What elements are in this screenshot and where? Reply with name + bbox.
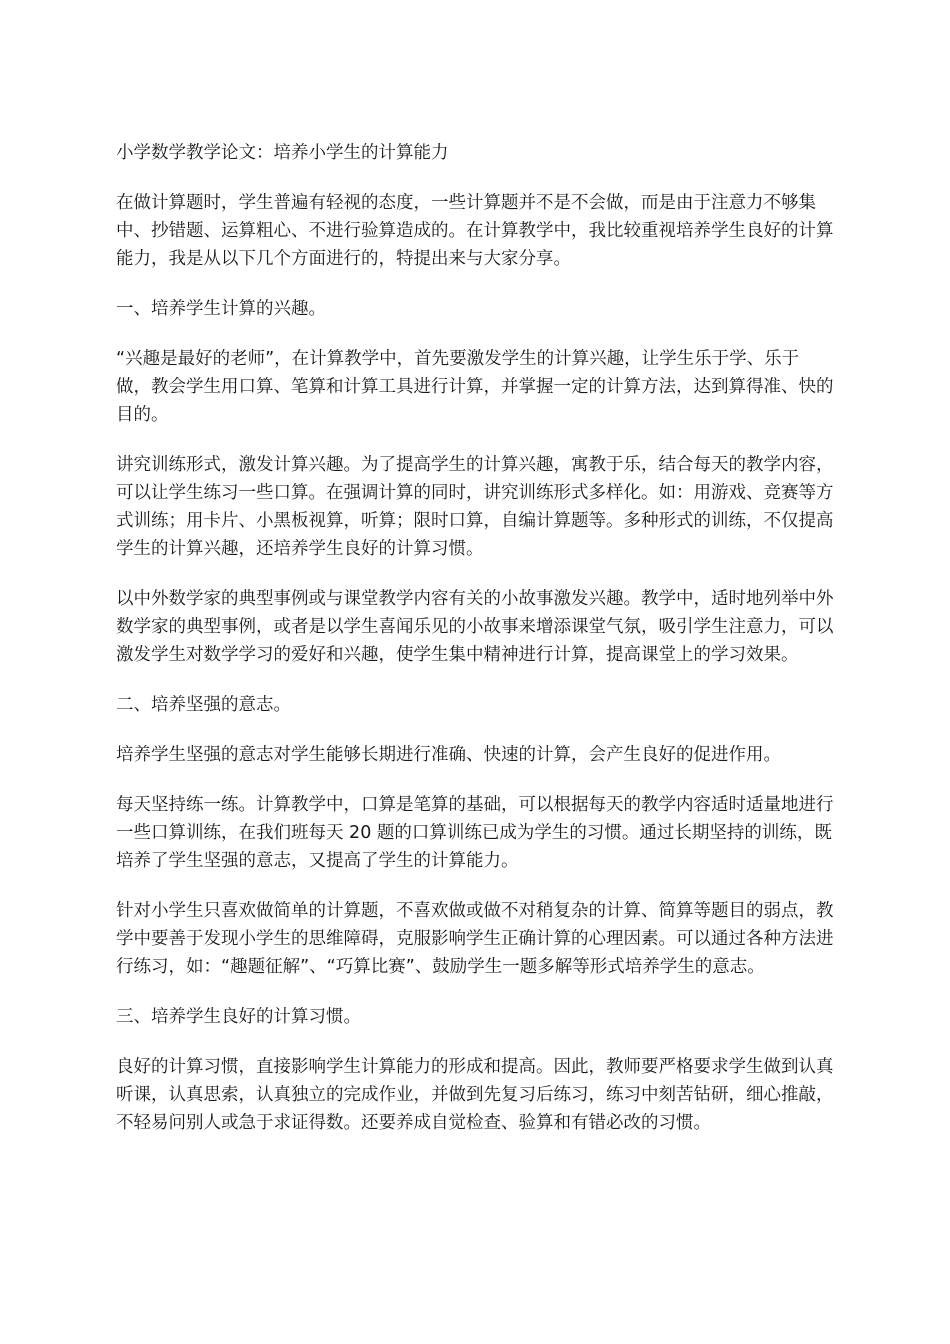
section-heading-1: 一、培养学生计算的兴趣。: [116, 299, 326, 319]
paragraph: “兴趣是最好的老师”，在计算教学中，首先要激发学生的计算兴趣，让学生乐于学、乐于做，教会学生用口算、笔算和计算工具进行计算，并掌握一定的计算方法，达到算得准、快的目的。: [116, 349, 834, 425]
paragraph: 良好的计算习惯，直接影响学生计算能力的形成和提高。因此，教师要严格要求学生做到认真听课，认真思索，认真独立的完成作业，并做到先复习后练习，练习中刻苦钻研，细心推敲，不轻易问别人或急于求证得数。还要养成自觉检查、验算和有错必改的习惯。: [116, 1057, 834, 1133]
paragraph: 讲究训练形式，激发计算兴趣。为了提高学生的计算兴趣，寓教于乐，结合每天的教学内容，可以让学生练习一些口算。在强调计算的同时，讲究训练形式多样化。如：用游戏、竞赛等方式训练；用卡片、小黑板视算，听算；限时口算，自编计算题等。多种形式的训练，不仅提高学生的计算兴趣，还培养学生良好的计算习惯。: [116, 455, 834, 559]
document-body: [116, 139, 834, 1159]
paragraph: 培养学生坚强的意志对学生能够长期进行准确、快速的计算，会产生良好的促进作用。: [116, 745, 781, 765]
document-title: 小学数学教学论文：培养小学生的计算能力: [116, 143, 449, 163]
paragraph: 以中外数学家的典型事例或与课堂教学内容有关的小故事激发兴趣。教学中，适时地列举中外数学家的典型事例，或者是以学生喜闻乐见的小故事来增添课堂气氛，吸引学生注意力，可以激发学生对数学学习的爱好和兴趣，使学生集中精神进行计算，提高课堂上的学习效果。: [116, 589, 834, 665]
paragraph: 每天坚持练一练。计算教学中，口算是笔算的基础，可以根据每天的教学内容适时适量地进行一些口算训练，在我们班每天 20 题的口算训练已成为学生的习惯。通过长期坚持的训练，既培养了学生坚强的意志，又提高了学生的计算能力。: [116, 795, 834, 871]
paragraph: 针对小学生只喜欢做简单的计算题，不喜欢做或做不对稍复杂的计算、简算等题目的弱点，教学中要善于发现小学生的思维障碍，克服影响学生正确计算的心理因素。可以通过各种方法进行练习，如：“趣题征解”、“巧算比赛”、鼓励学生一题多解等形式培养学生的意志。: [116, 901, 834, 977]
paragraph-intro: 在做计算题时，学生普遍有轻视的态度，一些计算题并不是不会做，而是由于注意力不够集中、抄错题、运算粗心、不进行验算造成的。在计算教学中，我比较重视培养学生良好的计算能力，我是从以下几个方面进行的，特提出来与大家分享。: [116, 193, 834, 269]
section-heading-2: 二、培养坚强的意志。: [116, 695, 291, 715]
section-heading-3: 三、培养学生良好的计算习惯。: [116, 1007, 361, 1027]
